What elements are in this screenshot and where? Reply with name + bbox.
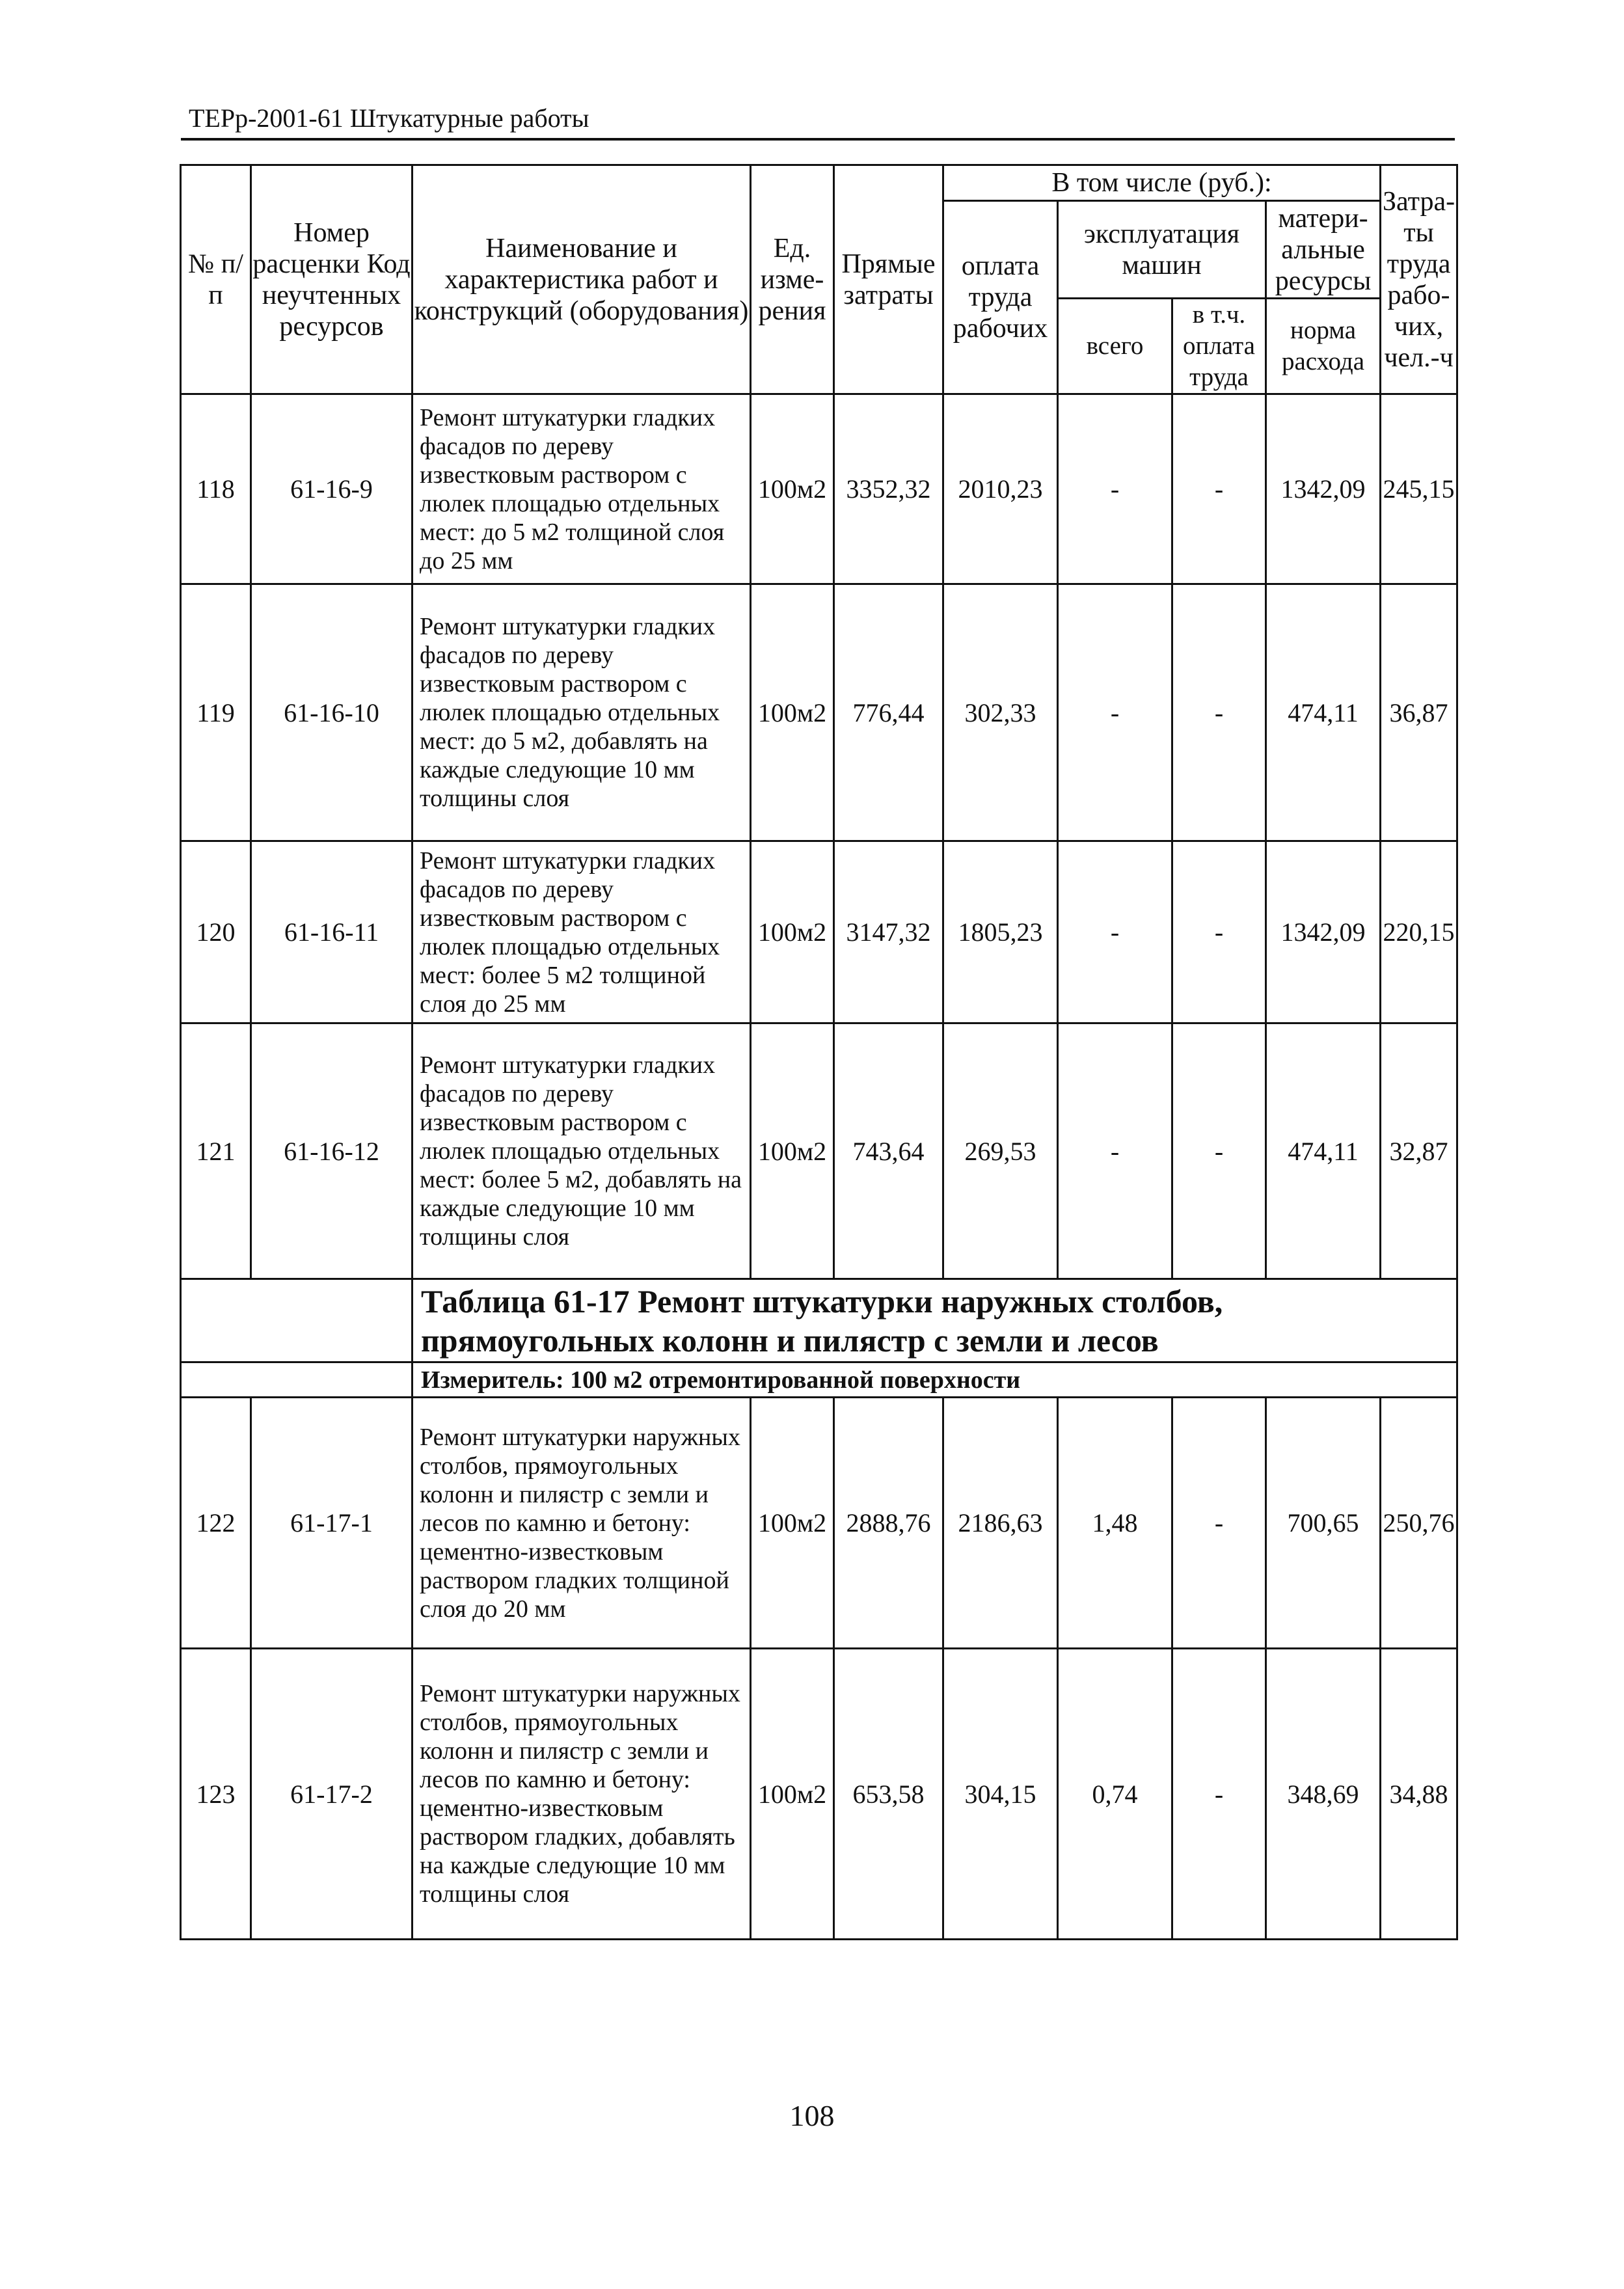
row-direct-cost: 743,64 [834, 1023, 943, 1279]
header-machines-total: всего [1058, 299, 1172, 394]
row-unit: 100м2 [751, 394, 834, 584]
row-num: 119 [181, 584, 251, 841]
row-description: Ремонт штукатурки гладких фасадов по дереву известковым раствором с люлек площадью отдельных мест: более 5 м2 толщиной слоя до 25 мм [413, 841, 751, 1023]
rates-table [180, 164, 1458, 1940]
row-description: Ремонт штукатурки гладких фасадов по дереву известковым раствором с люлек площадью отдельных мест: до 5 м2 толщиной слоя до 25 мм [413, 394, 751, 584]
header-machines: эксплуатация машин [1058, 201, 1266, 299]
row-machines-total: - [1058, 394, 1172, 584]
row-code: 61-16-9 [251, 394, 413, 584]
row-num: 123 [181, 1649, 251, 1940]
row-num: 120 [181, 841, 251, 1023]
row-machines-total: - [1058, 1023, 1172, 1279]
running-header: ТЕРр-2001-61 Штукатурные работы [189, 103, 589, 133]
row-labor: 32,87 [1381, 1023, 1457, 1279]
row-description: Ремонт штукатурки наружных столбов, прямоугольных колонн и пилястр с земли и лесов по камню и бетону: цементно-известковым раствором гладких толщиной слоя до 20 мм [413, 1398, 751, 1649]
row-machines-wages: - [1172, 1398, 1266, 1649]
row-unit: 100м2 [751, 841, 834, 1023]
row-direct-cost: 3352,32 [834, 394, 943, 584]
row-num: 121 [181, 1023, 251, 1279]
section-measure-empty [181, 1362, 413, 1398]
row-machines-wages: - [1172, 394, 1266, 584]
header-machines-wages: в т.ч. оплата труда [1172, 299, 1266, 394]
section-title: Таблица 61-17 Ремонт штукатурки наружных столбов, прямоугольных колонн и пилястр с земли и лесов [413, 1279, 1457, 1362]
row-machines-wages: - [1172, 1023, 1266, 1279]
row-labor: 36,87 [1381, 584, 1457, 841]
header-rule [181, 138, 1455, 141]
header-name: Наименование и характеристика работ и конструкций (оборудования) [413, 165, 751, 394]
row-labor: 250,76 [1381, 1398, 1457, 1649]
row-unit: 100м2 [751, 1398, 834, 1649]
row-labor: 220,15 [1381, 841, 1457, 1023]
row-materials: 474,11 [1266, 1023, 1381, 1279]
row-labor: 245,15 [1381, 394, 1457, 584]
table-row [181, 584, 1457, 841]
header-including: В том числе (руб.): [943, 165, 1381, 201]
row-wages: 1805,23 [943, 841, 1058, 1023]
row-machines-total: - [1058, 584, 1172, 841]
header-num: № п/п [181, 165, 251, 394]
row-code: 61-17-2 [251, 1649, 413, 1940]
row-machines-total: 0,74 [1058, 1649, 1172, 1940]
header-materials: матери-альные ресурсы [1266, 201, 1381, 299]
row-direct-cost: 3147,32 [834, 841, 943, 1023]
row-materials: 1342,09 [1266, 394, 1381, 584]
row-code: 61-16-11 [251, 841, 413, 1023]
header-wages: оплата труда рабочих [943, 201, 1058, 394]
row-machines-total: - [1058, 841, 1172, 1023]
row-wages: 2010,23 [943, 394, 1058, 584]
row-description: Ремонт штукатурки гладких фасадов по дереву известковым раствором с люлек площадью отдельных мест: до 5 м2, добавлять на каждые следующие 10 мм толщины слоя [413, 584, 751, 841]
row-unit: 100м2 [751, 1023, 834, 1279]
row-labor: 34,88 [1381, 1649, 1457, 1940]
table-row [181, 1398, 1457, 1649]
row-direct-cost: 776,44 [834, 584, 943, 841]
table-row [181, 1649, 1457, 1940]
row-machines-wages: - [1172, 841, 1266, 1023]
section-title-empty [181, 1279, 413, 1362]
row-wages: 304,15 [943, 1649, 1058, 1940]
row-unit: 100м2 [751, 584, 834, 841]
row-code: 61-16-10 [251, 584, 413, 841]
header-labor: Затра-ты труда рабо-чих, чел.-ч [1381, 165, 1457, 394]
row-code: 61-17-1 [251, 1398, 413, 1649]
header-direct: Прямые затраты [834, 165, 943, 394]
row-machines-wages: - [1172, 1649, 1266, 1940]
header-code: Номер расценки Код неучтенных ресурсов [251, 165, 413, 394]
row-wages: 2186,63 [943, 1398, 1058, 1649]
table-row [181, 394, 1457, 584]
page-number: 108 [789, 2099, 835, 2132]
row-materials: 700,65 [1266, 1398, 1381, 1649]
row-direct-cost: 653,58 [834, 1649, 943, 1940]
row-wages: 302,33 [943, 584, 1058, 841]
row-description: Ремонт штукатурки наружных столбов, прямоугольных колонн и пилястр с земли и лесов по камню и бетону: цементно-известковым раствором гладких, добавлять на каждые следующие 10 мм толщины слоя [413, 1649, 751, 1940]
row-materials: 348,69 [1266, 1649, 1381, 1940]
section-measure: Измеритель: 100 м2 отремонтированной поверхности [413, 1362, 1457, 1398]
row-direct-cost: 2888,76 [834, 1398, 943, 1649]
row-description: Ремонт штукатурки гладких фасадов по дереву известковым раствором с люлек площадью отдельных мест: более 5 м2, добавлять на каждые следующие 10 мм толщины слоя [413, 1023, 751, 1279]
row-materials: 474,11 [1266, 584, 1381, 841]
header-unit: Ед. изме-рения [751, 165, 834, 394]
row-machines-total: 1,48 [1058, 1398, 1172, 1649]
row-num: 118 [181, 394, 251, 584]
table-row [181, 841, 1457, 1023]
row-num: 122 [181, 1398, 251, 1649]
row-machines-wages: - [1172, 584, 1266, 841]
row-unit: 100м2 [751, 1649, 834, 1940]
row-materials: 1342,09 [1266, 841, 1381, 1023]
header-materials-norm: норма расхода [1266, 299, 1381, 394]
row-code: 61-16-12 [251, 1023, 413, 1279]
row-wages: 269,53 [943, 1023, 1058, 1279]
table-row [181, 1023, 1457, 1279]
